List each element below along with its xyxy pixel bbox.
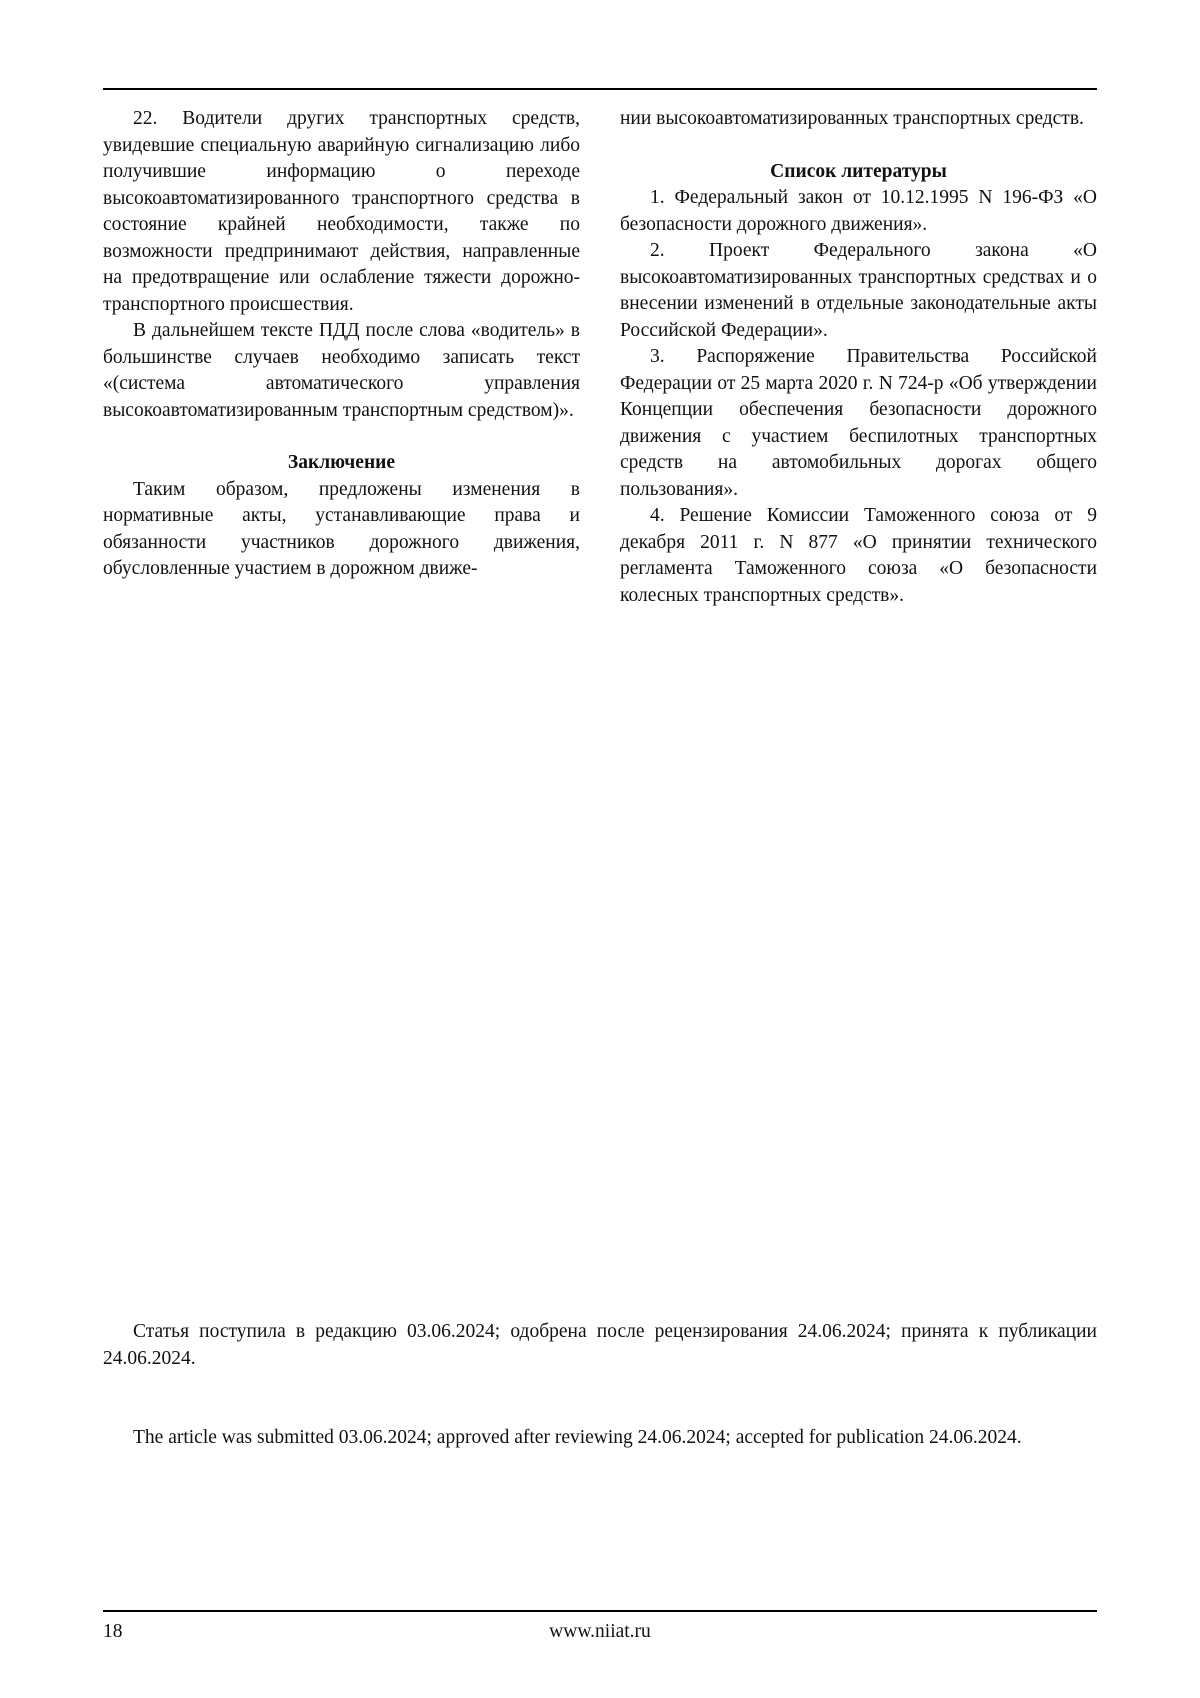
page-content <box>103 88 1097 609</box>
body-paragraph: В дальнейшем тексте ПДД после слова «водитель» в большинстве случаев необходимо записать текст «(система автоматического управления высокоавтоматизированным транспортным средством)». <box>103 320 580 421</box>
column-right <box>620 106 1097 609</box>
submission-note-ru: Статья поступила в редакцию 03.06.2024; одобрена после рецензирования 24.06.2024; принята к публикации 24.06.2024. <box>103 1321 1097 1369</box>
top-rule <box>103 88 1097 90</box>
footer-row <box>103 1620 1097 1644</box>
reference-item: 4. Решение Комиссии Таможенного союза от 9 декабря 2011 г. N 877 «О принятии технического регламента Таможенного союза «О безопасности колесных транспортных средств». <box>620 505 1097 606</box>
site-url: www.niiat.ru <box>549 1621 651 1642</box>
body-paragraph-continued: нии высокоавтоматизированных транспортных средств. <box>620 108 1084 129</box>
page-footer <box>103 1610 1097 1644</box>
column-left <box>103 106 580 609</box>
two-column-layout <box>103 106 1097 609</box>
reference-item: 1. Федеральный закон от 10.12.1995 N 196-ФЗ «О безопасности дорожного движения». <box>620 187 1097 235</box>
body-paragraph: Таким образом, предложены изменения в нормативные акты, устанавливающие права и обязанности участников дорожного движения, обусловленные участием в дорожном движе- <box>103 478 580 579</box>
submission-notes <box>103 1318 1097 1503</box>
footer-rule <box>103 1610 1097 1612</box>
section-heading-conclusion: Заключение <box>287 452 396 473</box>
section-heading-references: Список литературы <box>770 160 947 182</box>
body-paragraph: 22. Водители других транспортных средств, увидевшие специальную аварийную сигнализацию либо получившие информацию о переходе высокоавтоматизированного транспортного средства в состояние крайней необходимости, также по возможности предпринимают действия, направленные на предотвращение или ослабление тяжести дорожно-транспортного происшествия. <box>103 108 580 315</box>
reference-item: 2. Проект Федерального закона «О высокоавтоматизированных транспортных средствах и о внесении изменений в отдельные законодательные акты Российской Федерации». <box>620 240 1097 341</box>
reference-item: 3. Распоряжение Правительства Российской Федерации от 25 марта 2020 г. N 724-р «Об утверждении Концепции обеспечения безопасности дорожного движения с участием беспилотных транспортных средств на автомобильных дорогах общего пользования». <box>620 346 1097 500</box>
page-number: 18 <box>103 1621 123 1642</box>
submission-note-en: The article was submitted 03.06.2024; approved after reviewing 24.06.2024; accepted for publication 24.06.2024. <box>133 1427 1022 1448</box>
